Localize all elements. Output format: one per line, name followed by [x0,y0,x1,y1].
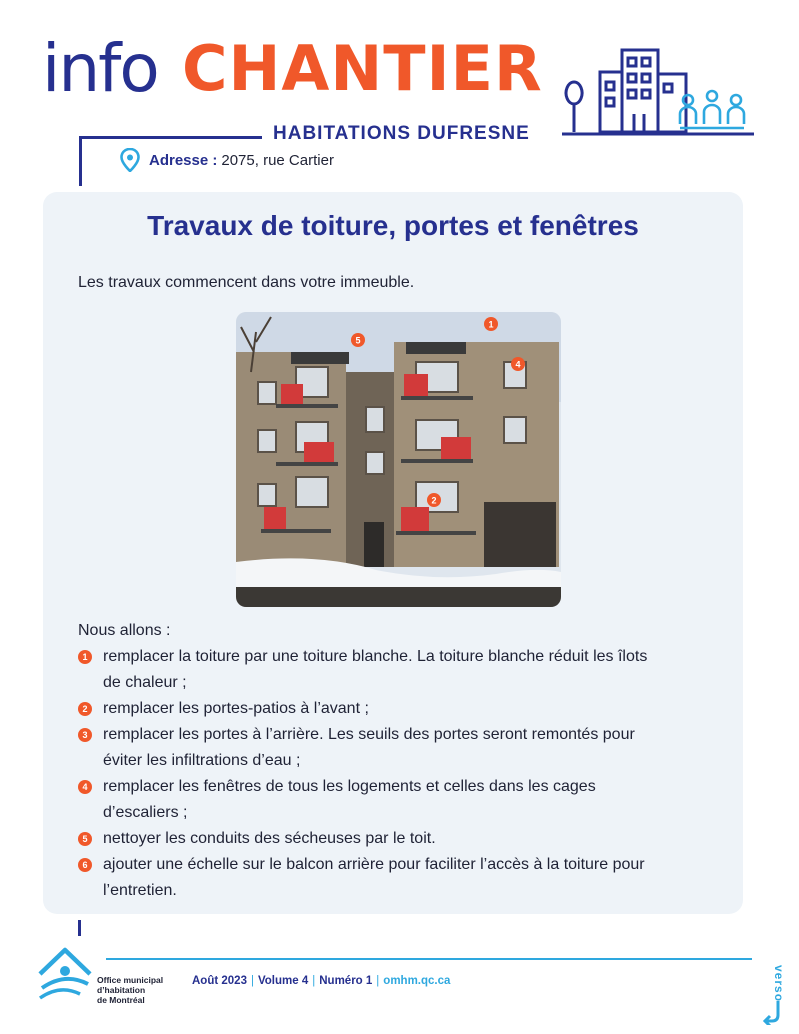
brand-chantier: CHANTIER [182,32,543,105]
verso-label[interactable]: verso [772,965,786,1003]
number-badge: 5 [78,832,92,846]
svg-text:5: 5 [355,335,361,346]
publication-date: Août 2023 [192,975,247,987]
list-item [78,644,668,696]
list-item [78,722,668,774]
brand-info: info [42,30,158,107]
omhm-logo-icon [36,944,94,1002]
number-badge: 2 [78,702,92,716]
footer-divider [106,958,752,960]
list-intro: Nous allons : [78,622,171,639]
address-value: 2075, rue Cartier [221,151,334,169]
website-link[interactable]: omhm.qc.ca [383,975,451,987]
number-badge: 4 [78,780,92,794]
task-text: remplacer les portes à l’arrière. Les seuils des portes seront remontés pour éviter les infiltrations d’eau ; [103,726,635,769]
publication-info: Août 2023 | Volume 4 | Numéro 1 | omhm.qc.ca [192,975,451,987]
photo-marker-5 [351,333,365,347]
task-text: nettoyer les conduits des sécheuses par le toit. [103,830,436,847]
photo-marker-4 [511,357,525,371]
svg-text:2: 2 [431,495,437,506]
svg-text:1: 1 [488,319,494,330]
org-line-2: d’habitation [97,985,146,995]
header-divider-vertical [79,136,82,186]
list-item [78,826,668,852]
turn-page-arrow-icon[interactable] [762,965,788,1025]
org-line-1: Office municipal [97,975,164,985]
volume-label: Volume 4 [257,975,309,987]
task-text: remplacer les portes-patios à l’avant ; [103,700,369,717]
info-card [43,192,743,914]
org-line-3: de Montréal [97,995,145,1005]
number-badge: 1 [78,650,92,664]
card-title: Travaux de toiture, portes et fenêtres [147,210,639,241]
building-photo [236,312,561,607]
list-item [78,852,668,904]
task-text: ajouter une échelle sur le balcon arrière pour faciliter l’accès à la toiture pour l’entretien. [103,856,645,899]
task-text: remplacer les fenêtres de tous les logements et celles dans les cages d’escaliers ; [103,778,596,821]
number-badge: 6 [78,858,92,872]
footer-divider-tick [78,920,81,936]
photo-marker-2 [427,493,441,507]
buildings-and-people-icon [562,44,754,140]
location-pin-icon [120,148,140,172]
project-subtitle: HABITATIONS DUFRESNE [273,123,530,144]
list-item [78,774,668,826]
header-divider [79,136,262,139]
task-text: remplacer la toiture par une toiture blanche. La toiture blanche réduit les îlots de chaleur ; [103,648,648,691]
svg-text:4: 4 [515,359,521,370]
photo-marker-1 [484,317,498,331]
address-label: Adresse : [149,151,218,169]
address-line [120,148,334,172]
list-item [78,696,668,722]
task-list [78,644,668,904]
org-name [97,975,163,1005]
issue-label: Numéro 1 [319,975,373,987]
number-badge: 3 [78,728,92,742]
intro-text: Les travaux commencent dans votre immeuble. [78,274,415,291]
